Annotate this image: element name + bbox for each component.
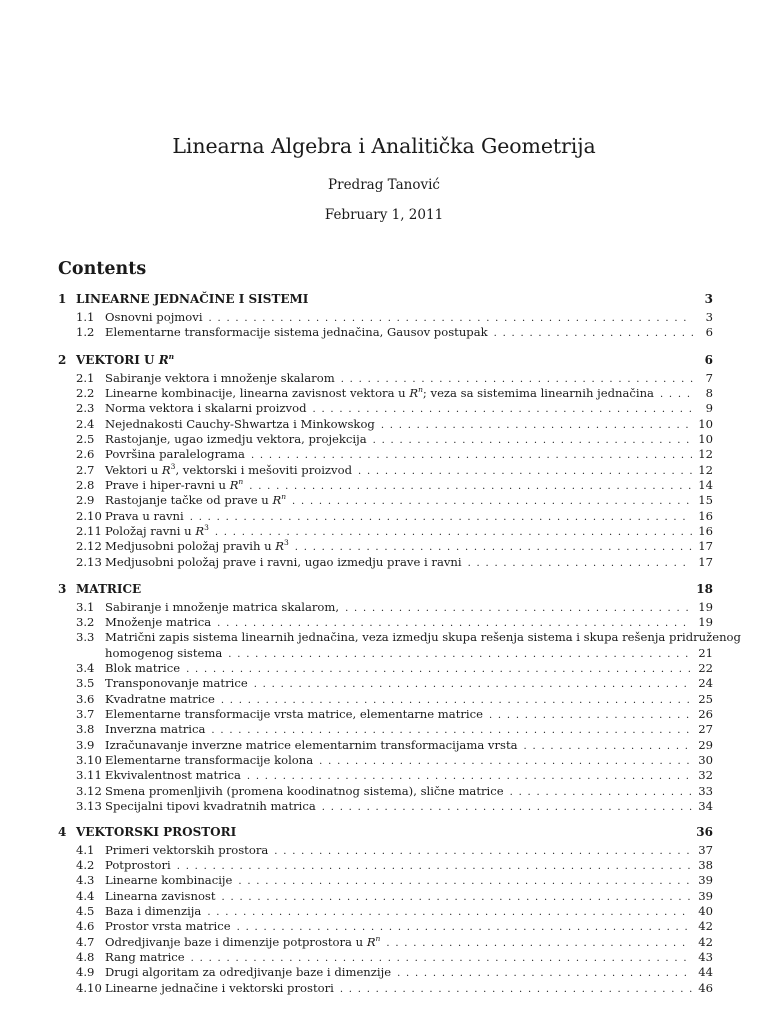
toc-entry-number: 4.2 xyxy=(76,857,95,872)
toc-dot-leader xyxy=(319,756,692,767)
toc-entry-title: Medjusobni položaj pravih u $R^3$ xyxy=(105,538,289,554)
toc-entry-number: 2 xyxy=(58,353,67,367)
toc-entry-2.1[interactable] xyxy=(0,371,768,386)
toc-entry-number: 2.5 xyxy=(76,431,95,446)
toc-entry-title: Primeri vektorskih prostora xyxy=(105,842,269,857)
toc-page-number: 15 xyxy=(698,493,713,508)
toc-dot-leader xyxy=(397,968,692,979)
toc-entry-row xyxy=(105,935,713,949)
toc-entry-row xyxy=(105,432,713,446)
toc-entry-title: Prostor vrsta matrice xyxy=(105,919,231,934)
toc-entry-row xyxy=(105,919,713,933)
toc-page-number: 16 xyxy=(698,508,713,523)
toc-page-number: 42 xyxy=(698,934,713,949)
toc-entry-4.10[interactable] xyxy=(0,981,768,996)
toc-dot-leader xyxy=(340,984,692,995)
toc-entry-title: Prava u ravni xyxy=(105,508,184,523)
toc-entry-2.13[interactable] xyxy=(0,555,768,570)
toc-entry-number: 4.6 xyxy=(76,919,95,934)
toc-entry-number: 1.2 xyxy=(76,324,95,339)
document-author: Predrag Tanović xyxy=(328,177,440,193)
toc-entry-number: 4.5 xyxy=(76,903,95,918)
toc-entry-title: Drugi algoritam za odredjivanje baze i dimenzije xyxy=(105,965,392,980)
toc-entry-number: 4.7 xyxy=(76,934,95,949)
toc-page-number: 6 xyxy=(705,324,713,339)
toc-dot-leader xyxy=(494,328,693,339)
toc-entry-number: 3.8 xyxy=(76,722,95,737)
toc-entry-title: Inverzna matrica xyxy=(105,722,206,737)
toc-entry-4.9[interactable] xyxy=(0,965,768,980)
toc-entry-number: 4.10 xyxy=(76,980,102,995)
toc-entry-number: 2.9 xyxy=(76,493,95,508)
toc-entry-row xyxy=(105,509,713,523)
toc-entry-row xyxy=(105,371,713,385)
toc-entry-row xyxy=(105,555,713,569)
toc-entry-title: Linearne kombinacije, linearna zavisnost vektora u $R^n$; veza sa sistemima linearnih jednačina xyxy=(105,384,654,400)
toc-page-number: 24 xyxy=(698,676,713,691)
toc-dot-leader xyxy=(209,313,693,324)
toc-entry-number: 3.7 xyxy=(76,706,95,721)
toc-entry-row xyxy=(105,646,713,660)
toc-entry-number: 4.9 xyxy=(76,965,95,980)
toc-entry-row xyxy=(105,873,713,887)
toc-entry-number: 2.6 xyxy=(76,447,95,462)
toc-entry-row xyxy=(105,843,713,857)
toc-page-number: 12 xyxy=(698,447,713,462)
toc-entry-1.2[interactable] xyxy=(0,325,768,340)
toc-entry-row xyxy=(76,825,713,839)
toc-entry-number: 2.7 xyxy=(76,462,95,477)
toc-entry-row xyxy=(105,478,713,492)
toc-entry-title: Elementarne transformacije sistema jednačina, Gausov postupak xyxy=(105,324,488,339)
toc-entry-3.8[interactable] xyxy=(0,722,768,737)
toc-entry-2.9[interactable] xyxy=(0,493,768,508)
toc-entry-title: Linearna zavisnost xyxy=(105,888,216,903)
toc-entry-row xyxy=(105,707,713,721)
toc-entry-title: MATRICE xyxy=(76,582,142,596)
toc-entry-row xyxy=(105,799,713,813)
toc-entry-4.5[interactable] xyxy=(0,904,768,919)
toc-entry-number: 4 xyxy=(58,825,67,839)
document-date: February 1, 2011 xyxy=(324,207,444,223)
toc-entry-row xyxy=(105,386,713,400)
toc-page-number: 3 xyxy=(705,309,713,324)
toc-entry-3.2[interactable] xyxy=(0,615,768,630)
toc-entry-number: 4.3 xyxy=(76,873,95,888)
toc-entry-3.4[interactable] xyxy=(0,661,768,676)
toc-dot-leader xyxy=(322,802,692,813)
toc-page-number: 46 xyxy=(698,980,713,995)
toc-entry-3.1[interactable] xyxy=(0,600,768,615)
toc-entry-number: 2.10 xyxy=(76,508,102,523)
toc-entry-title: VEKTORI U $R^n$ xyxy=(76,352,175,367)
toc-entry-number: 4.8 xyxy=(76,949,95,964)
toc-entry-row xyxy=(105,630,741,645)
toc-page-number: 19 xyxy=(698,614,713,629)
toc-dot-leader xyxy=(386,938,692,949)
toc-entry-title: Linearne jednačine i vektorski prostori xyxy=(105,980,334,995)
toc-entry-number: 2.4 xyxy=(76,416,95,431)
toc-page-number: 32 xyxy=(698,768,713,783)
toc-page-number: 10 xyxy=(698,416,713,431)
toc-dot-leader xyxy=(510,787,693,798)
toc-dot-leader xyxy=(207,907,692,918)
toc-entry-2.3[interactable] xyxy=(0,401,768,416)
toc-entry-2.4[interactable] xyxy=(0,417,768,432)
toc-page-number: 30 xyxy=(698,753,713,767)
toc-entry-title: VEKTORSKI PROSTORI xyxy=(76,825,237,839)
toc-entry-row xyxy=(105,692,713,706)
toc-page-number: 43 xyxy=(698,949,713,964)
toc-entry-title: Vektori u $R^3$, vektorski i mešoviti proizvod xyxy=(105,461,352,477)
toc-entry-title: Transponovanje matrice xyxy=(105,676,248,691)
toc-entry-number: 2.8 xyxy=(76,477,95,492)
toc-entry-title: Matrični zapis sistema linearnih jednačina, veza izmedju skupa rešenja sistema i skupa rešenja pridruženog xyxy=(105,630,741,645)
toc-dot-leader xyxy=(295,542,692,553)
toc-entry-number: 3.9 xyxy=(76,737,95,752)
toc-dot-leader xyxy=(313,404,694,415)
toc-entry-title: Rastojanje, ugao izmedju vektora, projekcija xyxy=(105,431,367,446)
toc-page-number: 39 xyxy=(698,873,713,888)
toc-entry-title: Sabiranje i množenje matrica skalarom, xyxy=(105,599,340,614)
toc-entry-4.1[interactable] xyxy=(0,843,768,858)
toc-dot-leader xyxy=(468,558,693,569)
toc-dot-leader xyxy=(358,466,692,477)
toc-entry-row xyxy=(76,292,713,306)
toc-entry-number: 3.12 xyxy=(76,783,102,798)
toc-entry-2.8[interactable] xyxy=(0,478,768,493)
toc-entry-number: 3.4 xyxy=(76,660,95,675)
toc-entry-title: LINEARNE JEDNAČINE I SISTEMI xyxy=(76,292,309,306)
toc-entry-title: Baza i dimenzija xyxy=(105,903,202,918)
toc-page-number: 38 xyxy=(698,857,713,872)
toc-entry-row xyxy=(105,722,713,736)
toc-dot-leader xyxy=(222,892,693,903)
toc-entry-title: Površina paralelograma xyxy=(105,447,245,462)
toc-entry-2.2[interactable] xyxy=(0,386,768,401)
toc-page-number: 17 xyxy=(698,539,713,554)
toc-entry-row xyxy=(105,981,713,995)
toc-section-3[interactable] xyxy=(0,582,768,597)
toc-dot-leader xyxy=(191,953,693,964)
toc-dot-leader xyxy=(211,725,692,736)
toc-section-1[interactable] xyxy=(0,292,768,307)
toc-entry-number: 2.1 xyxy=(76,370,95,385)
toc-entry-row xyxy=(105,950,713,964)
toc-entry-number: 3 xyxy=(58,582,67,596)
toc-entry-title: Osnovni pojmovi xyxy=(105,309,203,324)
toc-entry-number: 3.2 xyxy=(76,614,95,629)
toc-entry-row xyxy=(105,784,713,798)
toc-dot-leader xyxy=(186,664,692,675)
toc-entry-row xyxy=(105,539,713,553)
toc-page-number: 33 xyxy=(698,783,713,798)
toc-dot-leader xyxy=(251,450,692,461)
toc-entry-4.2[interactable] xyxy=(0,858,768,873)
toc-entry-title: Množenje matrica xyxy=(105,614,212,629)
toc-section-4[interactable] xyxy=(0,825,768,840)
toc-entry-title: Kvadratne matrice xyxy=(105,691,215,706)
toc-entry-number: 2.2 xyxy=(76,385,95,400)
toc-dot-leader xyxy=(238,876,692,887)
toc-entry-2.6[interactable] xyxy=(0,447,768,462)
toc-page-number: 27 xyxy=(698,722,713,737)
toc-dot-leader xyxy=(254,679,693,690)
toc-entry-number: 2.13 xyxy=(76,554,102,569)
toc-page-number: 44 xyxy=(698,965,713,980)
toc-page-number: 19 xyxy=(698,599,713,614)
toc-entry-2.12[interactable] xyxy=(0,539,768,554)
toc-entry-row xyxy=(105,325,713,339)
toc-entry-number: 2.12 xyxy=(76,539,102,554)
toc-entry-title: Prave i hiper-ravni u $R^n$ xyxy=(105,477,244,492)
toc-entry-4.7[interactable] xyxy=(0,935,768,950)
toc-page-number: 18 xyxy=(696,582,713,596)
toc-page-number: 3 xyxy=(704,292,713,306)
toc-entry-title: Norma vektora i skalarni proizvod xyxy=(105,401,307,416)
toc-entry-title: Nejednakosti Cauchy-Shwartza i Minkowskog xyxy=(105,416,375,431)
toc-entry-3.10[interactable] xyxy=(0,753,768,768)
toc-page-number: 29 xyxy=(698,737,713,752)
toc-entry-number: 4.1 xyxy=(76,842,95,857)
toc-page-number: 8 xyxy=(705,385,713,400)
toc-page-number: 40 xyxy=(698,903,713,918)
toc-entry-title: Položaj ravni u $R^3$ xyxy=(105,523,209,538)
toc-page-number: 7 xyxy=(705,370,713,385)
toc-entry-title: Ekvivalentnost matrica xyxy=(105,768,241,783)
toc-entry-title: Medjusobni položaj prave i ravni, ugao izmedju prave i ravni xyxy=(105,554,462,569)
toc-dot-leader xyxy=(345,603,692,614)
toc-dot-leader xyxy=(247,771,692,782)
toc-dot-leader xyxy=(292,496,692,507)
toc-entry-row xyxy=(76,582,713,596)
toc-dot-leader xyxy=(373,435,693,446)
toc-entry-row xyxy=(105,310,713,324)
toc-entry-3.9[interactable] xyxy=(0,738,768,753)
toc-entry-row xyxy=(105,661,713,675)
toc-entry-title: Smena promenljivih (promena koodinatnog sistema), slične matrice xyxy=(105,783,504,798)
toc-page-number: 22 xyxy=(698,660,713,675)
toc-page-number: 12 xyxy=(698,462,713,477)
toc-entry-row xyxy=(105,401,713,415)
toc-entry-3.6[interactable] xyxy=(0,692,768,707)
toc-dot-leader xyxy=(190,512,693,523)
toc-entry-3.3[interactable] xyxy=(0,630,768,645)
toc-entry-2.11[interactable] xyxy=(0,524,768,539)
toc-page-number: 25 xyxy=(698,691,713,706)
toc-entry-2.7[interactable] xyxy=(0,463,768,478)
toc-entry-2.10[interactable] xyxy=(0,509,768,524)
toc-entry-number: 4.4 xyxy=(76,888,95,903)
toc-entry-4.4[interactable] xyxy=(0,889,768,904)
toc-entry-title: Specijalni tipovi kvadratnih matrica xyxy=(105,799,316,814)
toc-entry-title: Elementarne transformacije kolona xyxy=(105,753,314,767)
toc-entry-3.5[interactable] xyxy=(0,676,768,691)
toc-entry-number: 3.3 xyxy=(76,630,95,645)
toc-entry-title: Izračunavanje inverzne matrice elementarnim transformacijama vrsta xyxy=(105,737,518,752)
toc-entry-number: 3.10 xyxy=(76,753,102,767)
toc-entry-number: 3.13 xyxy=(76,799,102,814)
toc-entry-title: Rastojanje tačke od prave u $R^n$ xyxy=(105,492,287,508)
toc-entry-row xyxy=(105,738,713,752)
toc-entry-title: Sabiranje vektora i množenje skalarom xyxy=(105,370,335,385)
toc-entry-title: Rang matrice xyxy=(105,949,185,964)
toc-entry-title: Blok matrice xyxy=(105,660,181,675)
document-title: Linearna Algebra i Analitička Geometrija xyxy=(172,134,596,158)
toc-entry-3.13[interactable] xyxy=(0,799,768,814)
toc-dot-leader xyxy=(489,710,692,721)
toc-page-number: 10 xyxy=(698,431,713,446)
toc-entry-3.11[interactable] xyxy=(0,768,768,783)
toc-dot-leader xyxy=(237,922,693,933)
contents-heading: Contents xyxy=(58,259,147,279)
toc-page-number: 36 xyxy=(696,825,713,839)
toc-dot-leader xyxy=(274,846,692,857)
toc-entry-number: 3.1 xyxy=(76,599,95,614)
toc-entry-2.5[interactable] xyxy=(0,432,768,447)
toc-entry-row xyxy=(105,676,713,690)
toc-page-number: 21 xyxy=(698,645,713,660)
toc-entry-4.6[interactable] xyxy=(0,919,768,934)
toc-entry-title: Odredjivanje baze i dimenzije potprostora u $R^n$ xyxy=(105,933,381,949)
toc-entry-title: Potprostori xyxy=(105,857,171,872)
toc-entry-3.12[interactable] xyxy=(0,784,768,799)
toc-entry-row xyxy=(105,524,713,538)
toc-page-number: 6 xyxy=(704,353,713,367)
toc-entry-number: 2.11 xyxy=(76,524,102,538)
toc-page-number: 34 xyxy=(698,799,713,814)
toc-entry-number: 3.11 xyxy=(76,768,102,783)
toc-section-2[interactable] xyxy=(0,353,768,368)
toc-page-number: 39 xyxy=(698,888,713,903)
toc-entry-row xyxy=(105,965,713,979)
toc-entry-number: 1 xyxy=(58,292,67,306)
toc-dot-leader xyxy=(660,389,693,400)
toc-entry-row xyxy=(105,753,713,767)
toc-entry-row xyxy=(105,600,713,614)
toc-entry-row xyxy=(105,858,713,872)
toc-page-number: 9 xyxy=(705,401,713,416)
toc-entry-row xyxy=(105,768,713,782)
toc-entry-title: homogenog sistema xyxy=(105,645,223,660)
toc-entry-number: 3.6 xyxy=(76,691,95,706)
toc-dot-leader xyxy=(249,481,692,492)
toc-entry-4.3[interactable] xyxy=(0,873,768,888)
toc-entry-row xyxy=(105,417,713,431)
toc-entry-row xyxy=(105,889,713,903)
toc-entry-3.3-continued[interactable] xyxy=(0,646,768,661)
toc-entry-4.8[interactable] xyxy=(0,950,768,965)
toc-entry-row xyxy=(105,615,713,629)
toc-dot-leader xyxy=(221,695,692,706)
toc-entry-3.7[interactable] xyxy=(0,707,768,722)
toc-dot-leader xyxy=(215,527,692,538)
toc-entry-row xyxy=(105,463,713,477)
toc-entry-row xyxy=(76,353,713,367)
toc-page-number: 17 xyxy=(698,554,713,569)
toc-page-number: 42 xyxy=(698,919,713,934)
toc-entry-title: Linearne kombinacije xyxy=(105,873,233,888)
toc-entry-1.1[interactable] xyxy=(0,310,768,325)
toc-dot-leader xyxy=(177,861,692,872)
toc-entry-number: 1.1 xyxy=(76,309,95,324)
toc-dot-leader xyxy=(381,420,692,431)
toc-page-number: 26 xyxy=(698,706,713,721)
toc-entry-row xyxy=(105,447,713,461)
toc-dot-leader xyxy=(217,618,692,629)
toc-entry-row xyxy=(105,493,713,507)
toc-dot-leader xyxy=(524,741,693,752)
toc-entry-number: 3.5 xyxy=(76,676,95,691)
toc-entry-row xyxy=(105,904,713,918)
toc-entry-number: 2.3 xyxy=(76,401,95,416)
toc-page-number: 16 xyxy=(698,524,713,538)
toc-entry-title: Elementarne transformacije vrsta matrice, elementarne matrice xyxy=(105,706,483,721)
toc-page-number: 14 xyxy=(698,477,713,492)
toc-page-number: 37 xyxy=(698,842,713,857)
toc-dot-leader xyxy=(341,374,693,385)
toc-dot-leader xyxy=(228,649,692,660)
